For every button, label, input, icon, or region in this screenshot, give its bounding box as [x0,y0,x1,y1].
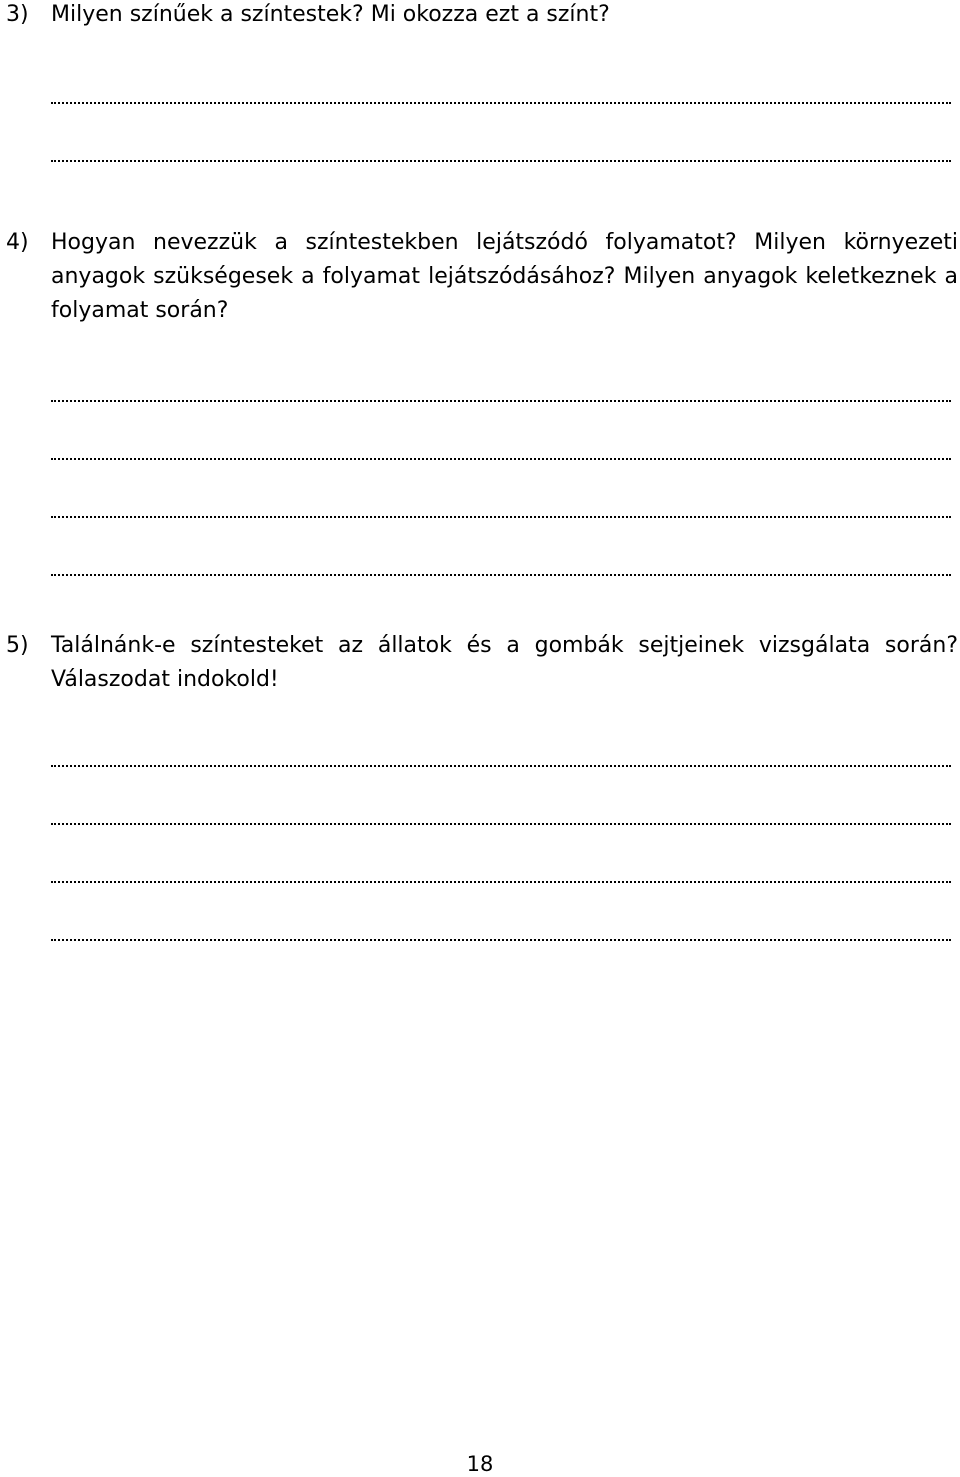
answer-line[interactable] [51,393,951,403]
question-4 [6,226,958,328]
question-text: Hogyan nevezzük a színtestekben lejátszódó folyamatot? Milyen környezeti anyagok szükségesek a folyamat lejátszódásához? Milyen anyagok keletkeznek a folyamat során? [51,230,958,323]
answer-line[interactable] [51,932,951,942]
question-3 [6,0,958,32]
answer-line[interactable] [51,509,951,519]
page-number: 18 [466,1452,494,1476]
answer-line[interactable] [51,153,951,163]
answer-line[interactable] [51,874,951,884]
question-number: 3) [6,2,29,27]
answer-line[interactable] [51,816,951,826]
answer-line[interactable] [51,95,951,105]
question-number: 4) [6,230,29,255]
question-text: Találnánk-e színtesteket az állatok és a gombák sejtjeinek vizsgálata során? Válaszodat indokold! [51,633,958,692]
answer-line[interactable] [51,451,951,461]
question-number: 5) [6,633,29,658]
answer-line[interactable] [51,567,951,577]
question-5 [6,629,958,697]
answer-line[interactable] [51,758,951,768]
question-text: Milyen színűek a színtestek? Mi okozza ezt a színt? [51,2,610,27]
